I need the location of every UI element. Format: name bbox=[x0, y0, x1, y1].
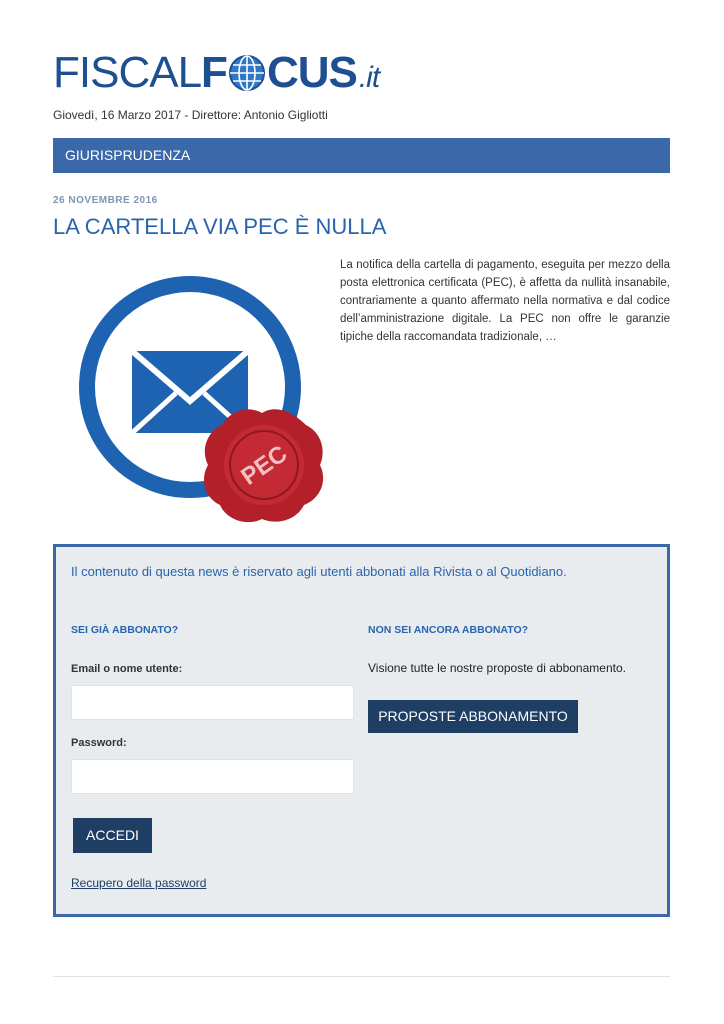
logo-fiscal: FISCAL bbox=[53, 48, 202, 97]
article-summary: La notifica della cartella di pagamento, eseguita per mezzo della posta elettronica certificata (PEC), è affetta da nullità insanabile, contrariamente a quanto affermato nella normativa e dal codice dell’amministrazione digitale. La PEC non offre le garanzie tipiche della raccomandata tradizionale, … bbox=[340, 259, 670, 343]
paywall-box bbox=[53, 544, 670, 917]
site-logo[interactable] bbox=[53, 48, 379, 98]
globe-icon bbox=[228, 54, 266, 92]
login-heading: SEI GIÀ ABBONATO? bbox=[71, 624, 179, 636]
dateline: Giovedì, 16 Marzo 2017 - Direttore: Antonio Gigliotti bbox=[53, 108, 328, 122]
footer-divider bbox=[53, 976, 670, 977]
paywall-note: Il contenuto di questa news è riservato agli utenti abbonati alla Rivista o al Quotidiano. bbox=[71, 564, 567, 579]
subscribe-heading: NON SEI ANCORA ABBONATO? bbox=[368, 624, 529, 636]
section-bar[interactable]: GIURISPRUDENZA bbox=[53, 138, 670, 173]
password-label: Password: bbox=[71, 737, 127, 749]
logo-f: F bbox=[201, 48, 227, 97]
email-label: Email o nome utente: bbox=[71, 663, 183, 675]
logo-tld: .it bbox=[358, 61, 380, 94]
article-date: 26 NOVEMBRE 2016 bbox=[53, 195, 158, 206]
subscription-offers-button[interactable]: PROPOSTE ABBONAMENTO bbox=[368, 700, 578, 733]
article-title[interactable]: LA CARTELLA VIA PEC È NULLA bbox=[53, 214, 387, 239]
email-field[interactable] bbox=[71, 685, 354, 720]
subscribe-text: Visione tutte le nostre proposte di abbonamento. bbox=[368, 661, 626, 675]
pec-seal-icon bbox=[204, 409, 323, 522]
pec-envelope-icon bbox=[70, 275, 330, 530]
login-button[interactable]: ACCEDI bbox=[73, 818, 152, 853]
password-recovery-link[interactable]: Recupero della password bbox=[71, 876, 207, 890]
pec-seal-text: PEC bbox=[236, 440, 293, 491]
logo-cus: CUS bbox=[266, 48, 357, 97]
password-field[interactable] bbox=[71, 759, 354, 794]
